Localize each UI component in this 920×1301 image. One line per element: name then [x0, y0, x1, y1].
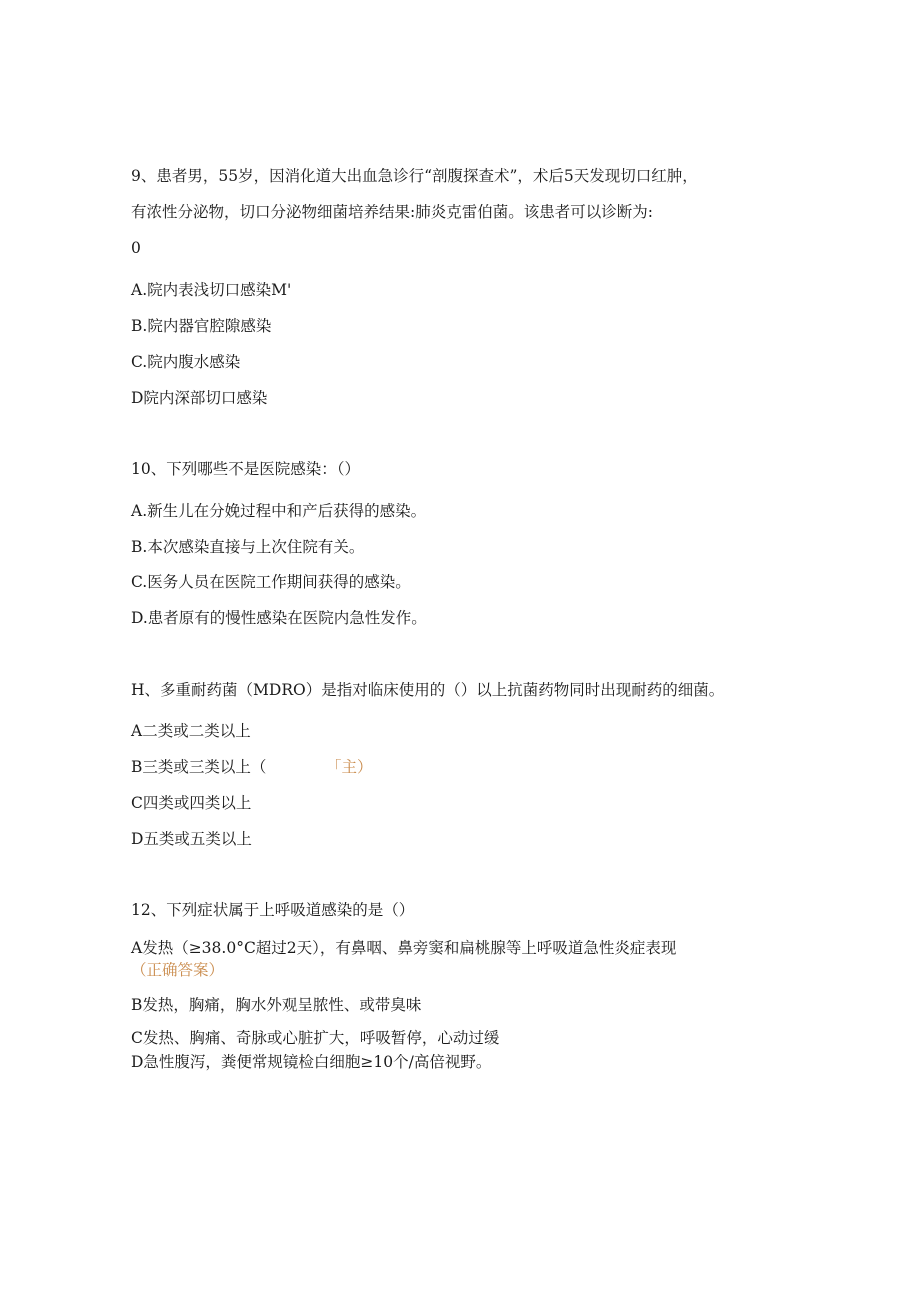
question-12-option-b: B发热，胸痛，胸水外观呈脓性、或带臭味 — [131, 996, 422, 1014]
question-9-option-b: B.院内器官腔隙感染 — [131, 317, 272, 335]
question-12-option-d: D急性腹泻，粪便常规镜检白细胞≥10个/高倍视野。 — [131, 1053, 492, 1071]
question-9-stem-line-1: 9、患者男，55岁，因消化道大出血急诊行“剖腹探查术”，术后5天发现切口红肿， — [131, 167, 698, 185]
question-9-option-d: D院内深部切口感染 — [131, 389, 268, 407]
question-11-answer-mark: 「主） — [326, 758, 373, 776]
question-12-option-c: C发热、胸痛、奇脉或心脏扩大，呼吸暂停，心动过缓 — [131, 1029, 500, 1047]
question-10-option-d: D.患者原有的慢性感染在医院内急性发作。 — [131, 609, 427, 627]
question-10-option-c: C.医务人员在医院工作期间获得的感染。 — [131, 573, 411, 591]
question-12-answer-mark: （正确答案） — [131, 961, 225, 979]
question-12-option-a: A发热（≥38.0°C超过2天），有鼻咽、鼻旁窦和扁桃腺等上呼吸道急性炎症表现 — [131, 939, 677, 957]
question-11-option-d: D五类或五类以上 — [131, 830, 252, 848]
question-9-stem-line-2: 有浓性分泌物，切口分泌物细菌培养结果:肺炎克雷伯菌。该患者可以诊断为: — [131, 203, 653, 221]
question-9-stem-line-3: 0 — [131, 239, 141, 257]
question-11-stem: H、多重耐药菌（MDRO）是指对临床使用的（）以上抗菌药物同时出现耐药的细菌。 — [131, 681, 725, 699]
question-12-stem: 12、下列症状属于上呼吸道感染的是（） — [131, 901, 415, 919]
question-11-option-c: C四类或四类以上 — [131, 794, 252, 812]
question-9-option-a: A.院内表浅切口感染M' — [131, 281, 292, 299]
question-11-option-b: B三类或三类以上（ — [131, 758, 267, 776]
question-10-stem: 10、下列哪些不是医院感染：（） — [131, 460, 360, 478]
question-10-option-a: A.新生儿在分娩过程中和产后获得的感染。 — [131, 502, 427, 520]
question-11-option-a: A二类或二类以上 — [131, 722, 251, 740]
question-9-option-c: C.院内腹水感染 — [131, 353, 241, 371]
question-10-option-b: B.本次感染直接与上次住院有关。 — [131, 538, 365, 556]
